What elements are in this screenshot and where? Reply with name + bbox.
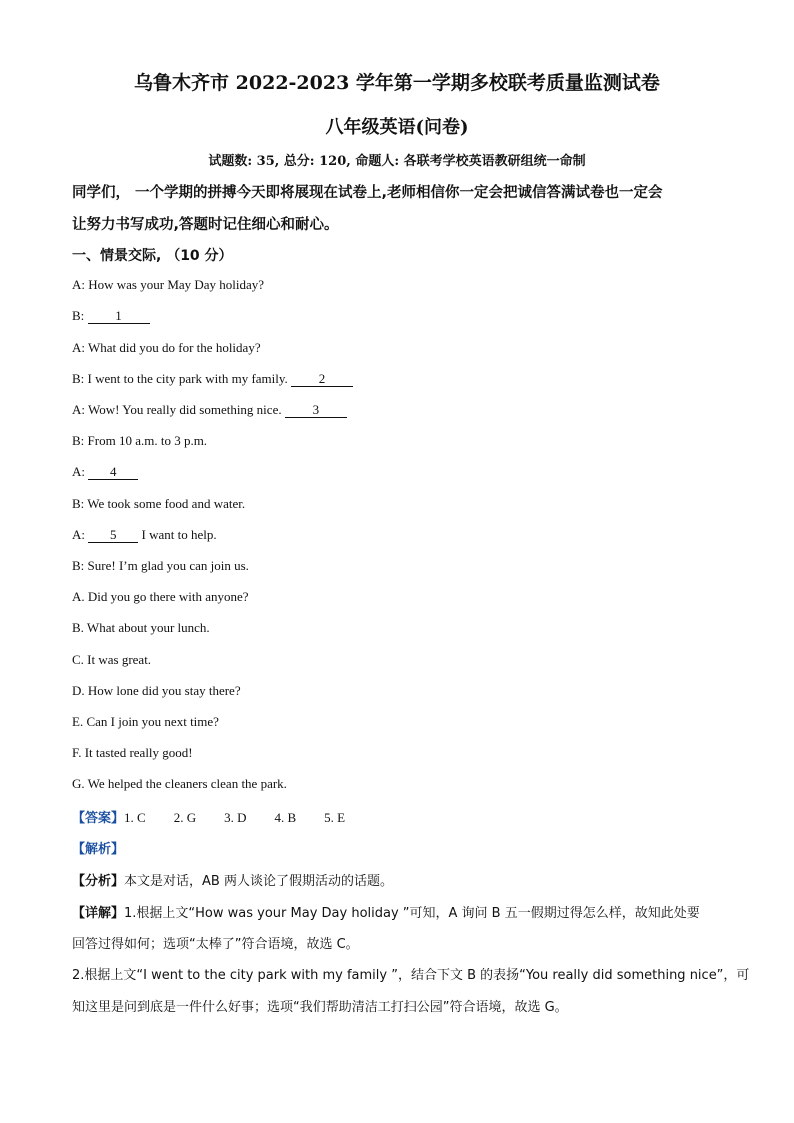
analysis-label: 【解析】 (72, 842, 125, 857)
detail-text: 1.根据上文“How was your May Day holiday ”可知，A 询问 B 五一假期过得怎么样，故知此处要 (124, 906, 700, 921)
option-e: E. Can I join you next time? (72, 714, 219, 729)
answer-blank-5[interactable]: 5 (88, 528, 138, 543)
analysis-heading (72, 838, 732, 857)
dialogue-line-8 (72, 496, 732, 512)
answer-blank-2[interactable]: 2 (291, 372, 353, 387)
dialogue-line-7 (72, 464, 732, 480)
answer-item: 3. D (224, 810, 247, 825)
dialogue-line-9 (72, 527, 732, 543)
summary-label: 【分析】 (72, 874, 125, 889)
answer-row (72, 807, 732, 826)
analysis-detail-4: 知这里是问到底是一件什么好事；选项“我们帮助清洁工打扫公园”符合语境，故选 G。 (72, 1000, 568, 1015)
answer-item: 4. B (274, 810, 297, 825)
dialogue-text: B: Sure! I’m glad you can join us. (72, 558, 249, 573)
dialogue-line-1 (72, 277, 732, 293)
option-a: A. Did you go there with anyone? (72, 589, 249, 604)
analysis-detail-3: 2.根据上文“I went to the city park with my family ”，结合下文 B 的表扬“You really did something nice”，可 (72, 968, 750, 983)
intro-line-2: 让努力书写成功,答题时记住细心和耐心。 (72, 217, 339, 233)
analysis-summary (72, 870, 732, 889)
answer-blank-4[interactable]: 4 (88, 465, 138, 480)
answer-blank-1[interactable]: 1 (88, 309, 150, 324)
answer-item: 5. E (324, 810, 346, 825)
answer-item: 2. G (173, 810, 197, 825)
dialogue-line-2 (72, 308, 732, 324)
dialogue-line-6 (72, 433, 732, 449)
dialogue-text: B: We took some food and water. (72, 496, 246, 511)
dialogue-text: B: (72, 308, 88, 323)
answer-label: 【答案】 (72, 811, 125, 826)
answer-item: 1. C (124, 810, 146, 825)
dialogue-text: A: (72, 527, 89, 542)
exam-meta: 试题数: 35, 总分: 120, 命题人: 各联考学校英语教研组统一命制 (208, 154, 586, 169)
exam-subtitle: 八年级英语(问卷) (325, 117, 469, 138)
intro-line-1: 同学们， 一个学期的拼搏今天即将展现在试卷上,老师相信你一定会把诚信答满试卷也一定会 (72, 185, 663, 201)
detail-label: 【详解】 (72, 906, 125, 921)
dialogue-line-5 (72, 402, 732, 418)
analysis-detail-1 (72, 902, 732, 921)
dialogue-text: A: What did you do for the holiday? (72, 340, 261, 355)
dialogue-text: A: (72, 464, 89, 479)
answer-blank-3[interactable]: 3 (285, 403, 347, 418)
section-heading: 一、情景交际, （10 分） (72, 248, 233, 264)
dialogue-line-10 (72, 558, 732, 574)
dialogue-line-3 (72, 340, 732, 356)
dialogue-line-4 (72, 371, 732, 387)
summary-text: 本文是对话，AB 两人谈论了假期活动的话题。 (124, 874, 393, 889)
option-f: F. It tasted really good! (72, 745, 193, 760)
dialogue-text: I want to help. (138, 527, 217, 542)
option-d: D. How lone did you stay there? (72, 683, 241, 698)
option-c: C. It was great. (72, 652, 152, 667)
dialogue-text: B: From 10 a.m. to 3 p.m. (72, 433, 208, 448)
exam-title: 乌鲁木齐市 2022-2023 学年第一学期多校联考质量监测试卷 (134, 72, 660, 94)
analysis-detail-2: 回答过得如何；选项“太棒了”符合语境，故选 C。 (72, 937, 359, 952)
dialogue-text: B: I went to the city park with my family. (72, 371, 292, 386)
option-g: G. We helped the cleaners clean the park. (72, 776, 287, 791)
dialogue-text: A: Wow! You really did something nice. (72, 402, 285, 417)
option-b: B. What about your lunch. (72, 620, 210, 635)
dialogue-text: A: How was your May Day holiday? (72, 277, 265, 292)
